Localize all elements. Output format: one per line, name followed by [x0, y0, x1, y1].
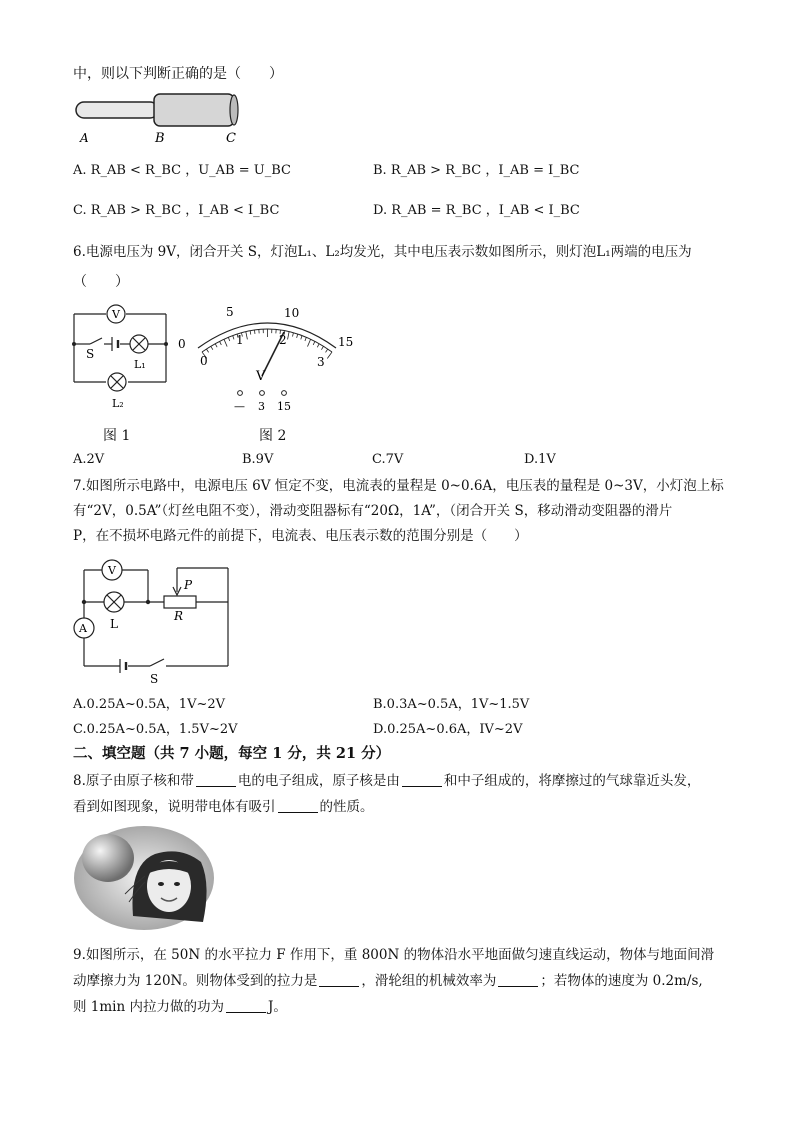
q5-option-d: D. R_AB = R_BC ，I_AB < I_BC [373, 203, 580, 218]
q6-option-d: D.1V [524, 452, 556, 467]
q8-text-line2: 看到如图现象，说明带电体有吸引 的性质。 [73, 799, 374, 815]
top-scale-15: 15 [338, 335, 354, 349]
q9-blank-1[interactable] [319, 972, 359, 987]
q8-blank-3[interactable] [278, 798, 318, 813]
top-scale-5: 5 [226, 305, 234, 319]
terminal-15: 15 [277, 400, 291, 413]
wire-figure [72, 92, 247, 148]
ammeter-label: A [79, 622, 87, 635]
bottom-scale-0: 0 [200, 354, 208, 368]
rheostat-label: R [174, 609, 184, 623]
q8-blank-1[interactable] [196, 772, 236, 787]
q5-option-c: C. R_AB > R_BC ，I_AB < I_BC [73, 203, 280, 218]
q6-option-a: A.2V [73, 452, 105, 467]
q7-text-line2: 有“2V，0.5A”（灯丝电阻不变），滑动变阻器标有“20Ω，1A”，（闭合开关 S，移动滑动变阻器的滑片 [73, 503, 673, 519]
q7-option-b: B.0.3A~0.5A，1V~1.5V [373, 697, 530, 712]
q7-text-line3: P，在不损坏电路元件的前提下，电流表、电压表示数的范围分别是（ ） [73, 528, 528, 544]
q9-text-line1: 9.如图所示，在 50N 的水平拉力 F 作用下，重 800N 的物体沿水平地面做匀速直线运动，物体与地面间滑 [73, 947, 715, 963]
top-scale-0: 0 [178, 337, 186, 351]
meter-tick [297, 334, 298, 338]
lamp-l2-label: L₂ [112, 397, 124, 410]
section-2-title: 二、填空题（共 7 小题，每空 1 分，共 21 分） [73, 745, 391, 762]
bottom-scale-3: 3 [317, 355, 325, 369]
q5-option-a: A. R_AB < R_BC ，U_AB = U_BC [73, 163, 291, 178]
q6-text-line2: （ ） [73, 274, 129, 290]
q6-text-line1: 6.电源电压为 9V，闭合开关 S，灯泡L₁、L₂均发光，其中电压表示数如图所示，则灯泡L₁两端的电压为 [73, 244, 692, 260]
meter-tick [321, 346, 323, 349]
thin-wire-section [76, 102, 158, 118]
meter-tick [211, 346, 213, 349]
thick-wire-section [154, 94, 234, 126]
q7-option-a: A.0.25A~0.5A，1V~2V [73, 697, 226, 712]
lamp-l1-label: L₁ [134, 358, 146, 371]
meter-tick [220, 341, 222, 345]
meter-tick [228, 337, 229, 341]
q9-blank-3[interactable] [226, 998, 266, 1013]
q6-option-c: C.7V [372, 452, 404, 467]
lamp-label: L [110, 617, 118, 631]
meter-tick [292, 333, 293, 337]
meter-tick [246, 332, 248, 340]
q7-option-d: D.0.25A~0.6A，IV~2V [373, 722, 523, 737]
wire-label-b: B [155, 131, 165, 146]
meter-tick [250, 331, 251, 335]
meter-tick [307, 339, 310, 346]
meter-tick [313, 341, 315, 345]
wire-label-a: A [80, 131, 89, 145]
balloon [82, 834, 134, 882]
voltmeter-label: V [108, 564, 116, 577]
q9-text-line3: 则 1min 内拉力做的功为 J。 [73, 999, 287, 1015]
q7-option-c: C.0.25A~0.5A，1.5V~2V [73, 722, 238, 737]
balloon-hair-photo [73, 824, 215, 932]
voltmeter-dial-figure [176, 300, 356, 418]
switch-label: S [150, 672, 159, 686]
slider-label: P [184, 578, 193, 592]
meter-tick [288, 332, 290, 340]
meter-tick [326, 349, 328, 352]
meter-tick [206, 349, 208, 352]
q9-blank-2[interactable] [498, 972, 538, 987]
switch-label: S [86, 347, 95, 361]
q6-option-b: B.9V [242, 452, 274, 467]
q8-text-line1: 8.原子由原子核和带 电的电子组成，原子核是由 和中子组成的，将摩擦过的气球靠近头发， [73, 773, 701, 789]
q9-text-line2: 动摩擦力为 120N。则物体受到的拉力是 ，滑轮组的机械效率为 ；若物体的速度为 0.2m/s, [73, 973, 703, 989]
bottom-scale-1: 1 [236, 333, 244, 347]
wire-label-c: C [226, 131, 236, 146]
meter-tick [224, 339, 227, 346]
voltmeter-label: V [112, 308, 120, 321]
top-scale-10: 10 [284, 306, 300, 320]
meter-tick [317, 344, 319, 348]
terminal-3: 3 [258, 400, 265, 413]
q7-text-line1: 7.如图所示电路中，电源电压 6V 恒定不变，电流表的量程是 0~0.6A，电压表的量程是 0~3V，小灯泡上标 [73, 478, 724, 494]
meter-symbol: V [256, 369, 266, 384]
meter-tick [215, 344, 217, 348]
q6-circuit-figure [68, 300, 176, 412]
q8-blank-2[interactable] [402, 772, 442, 787]
bottom-scale-2: 2 [279, 333, 287, 347]
q7-circuit-figure [68, 556, 234, 686]
figure-2-caption: 图 2 [259, 428, 287, 444]
q5-option-b: B. R_AB > R_BC ，I_AB = I_BC [373, 163, 580, 178]
question-intro: 中，则以下判断正确的是（ ） [73, 66, 283, 82]
terminal-negative: — [234, 400, 245, 413]
meter-tick [327, 352, 332, 358]
meter-tick [305, 337, 306, 341]
figure-1-caption: 图 1 [103, 428, 131, 444]
meter-tick [301, 336, 302, 340]
meter-tick [233, 336, 234, 340]
